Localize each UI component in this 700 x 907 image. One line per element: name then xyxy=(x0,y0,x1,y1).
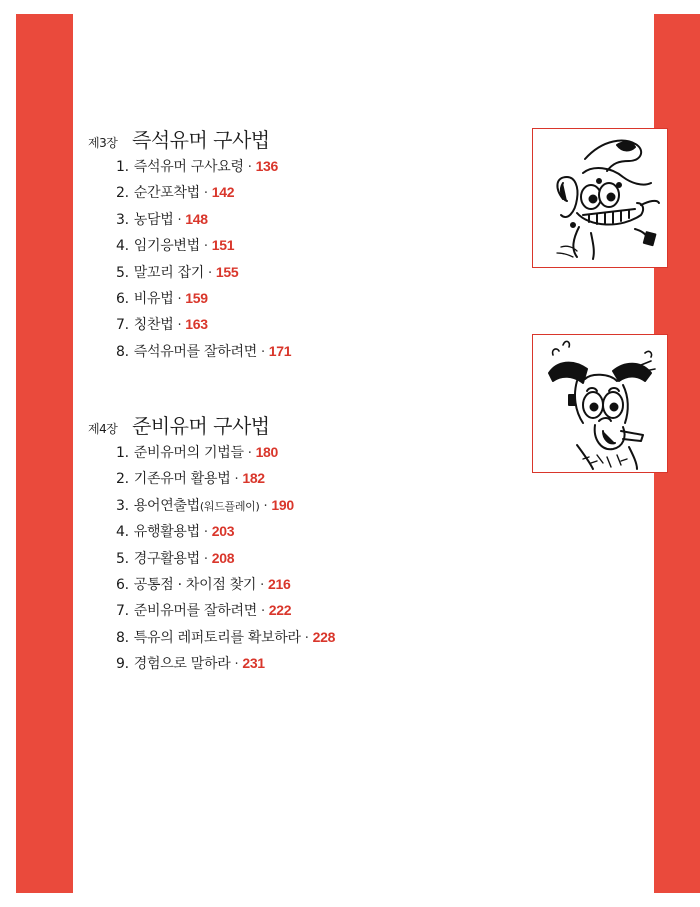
item-page-number: 171 xyxy=(268,342,292,359)
item-separator: · xyxy=(203,239,208,255)
item-title: 공통점 · 차이점 찾기 xyxy=(133,576,257,593)
item-page-number: 231 xyxy=(242,655,265,672)
item-page-number: 151 xyxy=(211,237,235,254)
item-page-number: 142 xyxy=(211,184,235,201)
item-number: 6. xyxy=(116,576,129,593)
item-separator: · xyxy=(260,604,265,620)
item-number: 4. xyxy=(116,524,129,541)
toc-item[interactable] xyxy=(88,314,291,340)
item-page-number: 163 xyxy=(185,316,208,333)
item-separator: · xyxy=(177,318,182,334)
item-number: 8. xyxy=(116,343,129,360)
toc-item[interactable] xyxy=(88,653,335,679)
item-number: 2. xyxy=(116,471,129,488)
item-title: 경구활용법 xyxy=(133,550,200,567)
item-title: 준비유머의 기법들 xyxy=(133,445,244,461)
item-separator: · xyxy=(177,212,182,228)
item-page-number: 208 xyxy=(211,549,235,566)
item-separator: · xyxy=(260,344,265,360)
toc-item[interactable] xyxy=(88,182,291,208)
item-subtitle: (워드플레이) xyxy=(199,499,260,513)
toc-item[interactable] xyxy=(88,627,335,653)
item-title: 유행활용법 xyxy=(133,524,200,541)
toc-item[interactable] xyxy=(88,574,335,600)
item-title: 즉석유머 구사요령 xyxy=(133,159,244,175)
item-title: 용어연출법 xyxy=(133,497,200,514)
item-separator: · xyxy=(203,186,208,202)
item-title: 즉석유머를 잘하려면 xyxy=(133,343,257,360)
item-number: 7. xyxy=(116,603,129,620)
item-page-number: 180 xyxy=(255,444,279,460)
item-separator: · xyxy=(263,498,268,514)
item-number: 1. xyxy=(116,445,129,461)
item-number: 5. xyxy=(116,550,129,567)
item-page-number: 159 xyxy=(185,289,208,306)
chapter-heading xyxy=(88,410,335,440)
item-number: 9. xyxy=(116,656,129,673)
toc-item[interactable] xyxy=(88,209,291,235)
item-page-number: 203 xyxy=(211,523,235,540)
item-page-number: 190 xyxy=(271,496,294,513)
item-page-number: 136 xyxy=(255,158,279,174)
chapter-4-section xyxy=(88,410,335,680)
item-page-number: 222 xyxy=(268,602,292,619)
toc-item[interactable] xyxy=(88,262,291,288)
item-number: 7. xyxy=(116,317,129,334)
chapter-item-list xyxy=(88,442,335,680)
item-separator: · xyxy=(177,291,182,307)
toc-item[interactable] xyxy=(88,521,335,547)
left-red-margin-bar xyxy=(16,14,73,893)
item-number: 6. xyxy=(116,290,129,307)
toc-item[interactable] xyxy=(88,235,291,261)
item-number: 8. xyxy=(116,629,129,646)
item-separator: · xyxy=(234,657,239,673)
item-separator: · xyxy=(203,551,208,567)
item-separator: · xyxy=(208,265,212,281)
item-number: 3. xyxy=(116,497,129,514)
chapter-title: 즉석유머 구사법 xyxy=(132,128,270,152)
item-number: 2. xyxy=(116,185,129,202)
chapter-item-list xyxy=(88,156,291,367)
toc-item[interactable] xyxy=(88,468,335,494)
toc-item[interactable] xyxy=(88,600,335,626)
item-number: 1. xyxy=(116,159,129,175)
item-title: 특유의 레퍼토리를 확보하라 xyxy=(133,629,301,646)
item-title: 기존유머 활용법 xyxy=(133,471,231,488)
item-number: 5. xyxy=(116,264,129,281)
chapter-heading xyxy=(88,124,291,154)
item-title: 순간포착법 xyxy=(133,185,200,202)
item-page-number: 155 xyxy=(215,263,239,280)
item-title: 농담법 xyxy=(133,211,174,228)
item-separator: · xyxy=(247,446,252,461)
item-title: 준비유머를 잘하려면 xyxy=(133,603,257,620)
item-title: 말꼬리 잡기 xyxy=(133,264,205,281)
item-title: 임기응변법 xyxy=(133,238,200,255)
item-page-number: 216 xyxy=(268,575,291,592)
toc-item[interactable] xyxy=(88,442,335,468)
cartoon-dog-surprised-icon xyxy=(532,334,668,473)
item-title: 비유법 xyxy=(133,290,174,307)
toc-item[interactable] xyxy=(88,495,335,521)
chapter-number: 제3장 xyxy=(88,136,118,150)
item-separator: · xyxy=(247,160,252,175)
item-separator: · xyxy=(234,472,239,488)
item-number: 3. xyxy=(116,211,129,228)
item-page-number: 228 xyxy=(312,628,336,645)
toc-item[interactable] xyxy=(88,288,291,314)
chapter-title: 준비유머 구사법 xyxy=(132,414,270,438)
chapter-3-section xyxy=(88,124,291,367)
item-page-number: 148 xyxy=(185,210,208,227)
chapter-number: 제4장 xyxy=(88,422,118,436)
item-separator: · xyxy=(260,577,265,593)
item-separator: · xyxy=(203,525,208,541)
toc-item[interactable] xyxy=(88,156,291,182)
toc-item[interactable] xyxy=(88,341,291,367)
cartoon-dog-grinning-icon xyxy=(532,128,668,268)
item-number: 4. xyxy=(116,238,129,255)
item-title: 칭찬법 xyxy=(133,317,174,334)
item-separator: · xyxy=(304,630,309,646)
toc-item[interactable] xyxy=(88,548,335,574)
item-title: 경험으로 말하라 xyxy=(133,656,231,673)
item-page-number: 182 xyxy=(242,470,265,487)
